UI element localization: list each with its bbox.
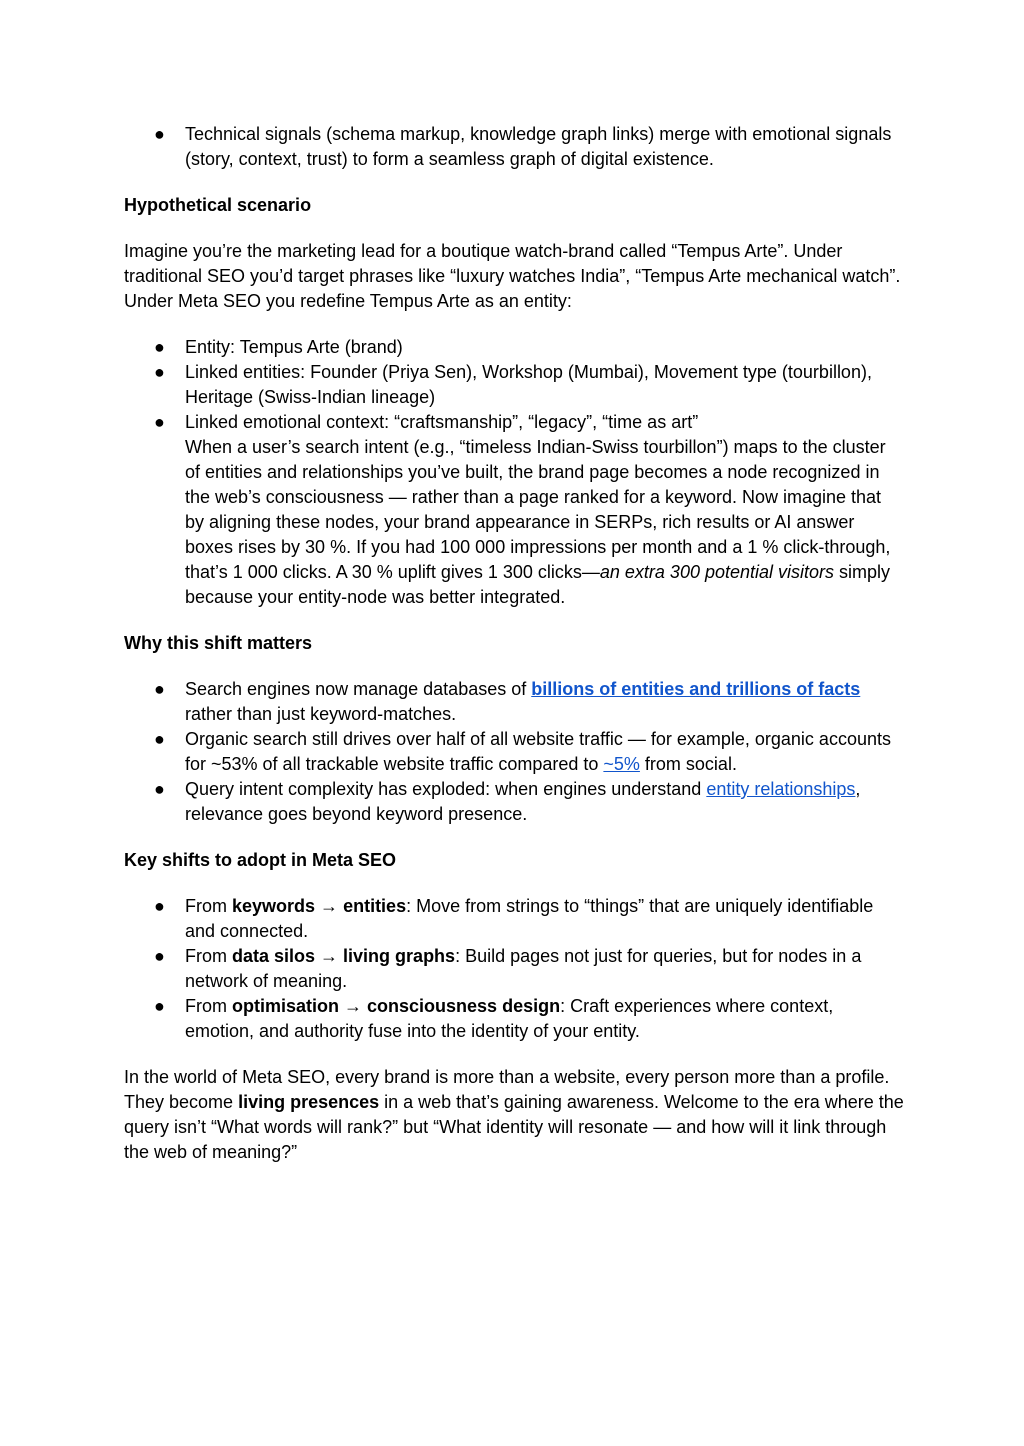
list-item: ● Linked emotional context: “craftsmanship”, “legacy”, “time as art” When a user’s search intent (e.g., “timeless Indian-Swiss tourbillon”) maps to the cluster of entities and relationships you’ve built, the brand page becomes a node recognized in the web’s consciousness — rather than a page ranked for a keyword. Now imagine that by aligning these nodes, your brand appearance in SERPs, rich results or AI answer boxes rises by 30 %. If you had 100 000 impressions per month and a 1 % click-through, that’s 1 000 clicks. A 30 % uplift gives 1 300 clicks—an extra 300 potential visitors simply because your entity-node was better integrated. — [154, 412, 891, 607]
list-item: ● From data silos → living graphs: Build pages not just for queries, but for nodes in a network of meaning. — [154, 946, 862, 991]
arrow-icon: → — [315, 946, 344, 966]
list-item: ● Search engines now manage databases of billions of entities and trillions of facts rather than just keyword-matches. — [154, 679, 861, 724]
link-entity-relationships[interactable]: entity relationships — [706, 779, 856, 799]
bullet-icon: ● — [154, 412, 165, 432]
bullet-icon: ● — [154, 996, 165, 1016]
scenario-italic: an extra 300 potential visitors — [599, 562, 835, 582]
list-item: ● Query intent complexity has exploded: when engines understand entity relationships, relevance goes beyond keyword presence. — [154, 779, 861, 824]
bullet-icon: ● — [154, 124, 165, 144]
closing-paragraph: In the world of Meta SEO, every brand is more than a website, every person more than a profile. They become living presences in a web that’s gaining awareness. Welcome to the era where the query isn’t “What words will rank?” but “What identity will resonate — and how will it link through the web of meaning?” — [124, 1067, 904, 1162]
intro-bullet-list — [124, 122, 904, 172]
document-page — [124, 122, 904, 1165]
bullet-icon: ● — [154, 679, 165, 699]
bullet-icon: ● — [154, 896, 165, 916]
bullet-icon: ● — [154, 337, 165, 357]
why-bullet-list — [124, 677, 904, 827]
list-item: ● Linked entities: Founder (Priya Sen), Workshop (Mumbai), Movement type (tourbillon), Heritage (Swiss-Indian lineage) — [154, 362, 872, 407]
bullet-icon: ● — [154, 946, 165, 966]
link-social-share[interactable]: ~5% — [603, 754, 640, 774]
list-item: ● Organic search still drives over half of all website traffic — for example, organic accounts for ~53% of all trackable website traffic compared to ~5% from social. — [154, 729, 891, 774]
bullet-icon: ● — [154, 779, 165, 799]
list-item: ● Entity: Tempus Arte (brand) — [124, 335, 904, 360]
arrow-icon: → — [339, 996, 368, 1016]
section-heading-key-shifts: Key shifts to adopt in Meta SEO — [124, 850, 397, 870]
bullet-icon: ● — [154, 362, 165, 382]
list-item: ● From keywords → entities: Move from strings to “things” that are uniquely identifiable and connected. — [154, 896, 874, 941]
scenario-bullet-list — [124, 335, 904, 610]
link-billions-of-entities[interactable]: billions of entities and trillions of facts — [531, 679, 861, 699]
scenario-continuation: When a user’s search intent (e.g., “timeless Indian-Swiss tourbillon”) maps to the cluster of entities and relationships you’ve built, the brand page becomes a node recognized in the web’s consciousness — rather than a page ranked for a keyword. Now imagine that by aligning these nodes, your brand appearance in SERPs, rich results or AI answer boxes rises by 30 %. If you had 100 000 impressions per month and a 1 % click-through, that’s 1 000 clicks. A 30 % uplift gives 1 300 clicks— — [185, 437, 891, 582]
shifts-bullet-list — [124, 894, 904, 1044]
scenario-paragraph: Imagine you’re the marketing lead for a boutique watch-brand called “Tempus Arte”. Under traditional SEO you’d target phrases like “luxury watches India”, “Tempus Arte mechanical watch”. Under Meta SEO you redefine Tempus Arte as an entity: — [124, 241, 901, 311]
list-item: ● Technical signals (schema markup, knowledge graph links) merge with emotional signals (story, context, trust) to form a seamless graph of digital existence. — [154, 124, 892, 169]
section-heading-why: Why this shift matters — [124, 633, 313, 653]
bullet-icon: ● — [154, 729, 165, 749]
arrow-icon: → — [315, 896, 344, 916]
section-heading-scenario: Hypothetical scenario — [124, 195, 312, 215]
list-item: ● From optimisation → consciousness design: Craft experiences where context, emotion, and authority fuse into the identity of your entity. — [154, 996, 834, 1041]
